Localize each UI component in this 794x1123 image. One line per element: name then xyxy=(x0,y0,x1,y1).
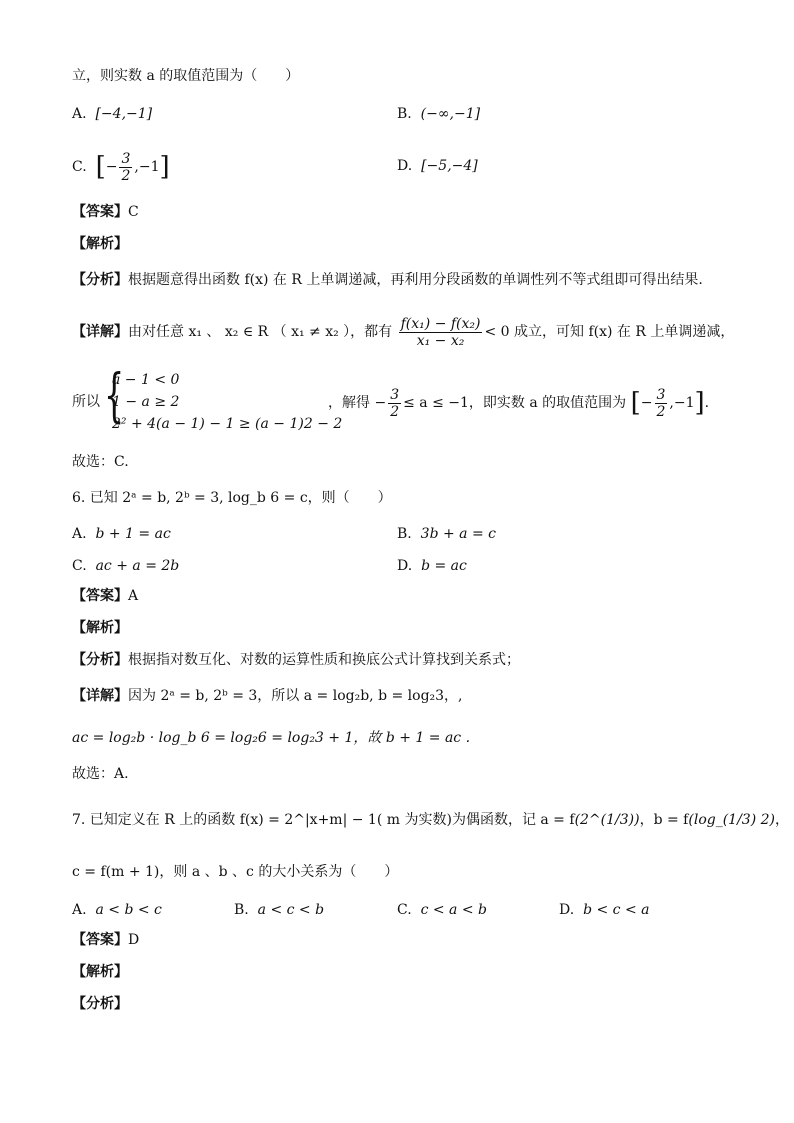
q5-system-row: 2² + 4(a − 1) − 1 ≥ (a − 1)2 − 2 xyxy=(112,416,343,432)
q5-option-b: B. (−∞,−1] xyxy=(397,106,481,122)
q6-derivation: ac = log₂b · log_b 6 = log₂6 = log₂3 + 1，故 b + 1 = ac . xyxy=(72,730,471,746)
q5-suoyi: 所以 xyxy=(72,394,100,410)
q6-option-b: B. 3b + a = c xyxy=(397,526,496,542)
q5-option-c-fraction: $\frac{3}{2}$ xyxy=(121,150,131,184)
q7-fenxi-tag: 【分析】 xyxy=(72,996,128,1012)
q5-solve: ，解得 − $\frac{3}{2}$ ≤ a ≤ −1，即实数 a 的取值范围为 [− $\frac{3}{2}$ ,−1]. xyxy=(328,386,710,420)
q5-solve-fraction: $\frac{3}{2}$ xyxy=(390,386,400,420)
q5-fenxi: 【分析】根据题意得出函数 f(x) 在 R 上单调递减，再利用分段函数的单调性列不等式组即可得出结果. xyxy=(72,272,703,288)
q7-option-a: A. a < b < c xyxy=(72,902,162,918)
q6-option-d: D. b = ac xyxy=(397,558,467,574)
q5-stem-tail: 立，则实数 a 的取值范围为（ ） xyxy=(72,68,300,84)
q5-system-row: 1 − a ≥ 2 xyxy=(112,394,180,410)
q6-guxuan: 故选：A. xyxy=(72,766,129,782)
q5-option-a: A. [−4,−1] xyxy=(72,106,153,122)
q6-xiangjie: 【详解】因为 2ᵃ = b, 2ᵇ = 3，所以 a = log₂b, b = log₂3，, xyxy=(72,688,463,704)
q5-option-c: C. [− $\frac{3}{2}$ ,−1] xyxy=(72,150,170,184)
q5-answer: 【答案】C xyxy=(72,204,139,220)
q5-range-fraction: $\frac{3}{2}$ xyxy=(656,386,666,420)
q7-stem-line2: c = f(m + 1)，则 a 、b 、c 的大小关系为（ ） xyxy=(72,864,399,880)
q6-option-c: C. ac + a = 2b xyxy=(72,558,180,574)
q7-option-d: D. b < c < a xyxy=(559,902,650,918)
q5-option-d: D. [−5,−4] xyxy=(397,158,478,174)
q7-option-b: B. a < c < b xyxy=(234,902,325,918)
q7-answer: 【答案】D xyxy=(72,932,140,948)
q6-analysis-tag: 【解析】 xyxy=(72,620,128,636)
q6-stem: 6. 已知 2ᵃ = b, 2ᵇ = 3, log_b 6 = c，则（ ） xyxy=(72,490,392,506)
q6-fenxi: 【分析】根据指对数互化、对数的运算性质和换底公式计算找到关系式； xyxy=(72,652,520,668)
q7-option-c: C. c < a < b xyxy=(397,902,487,918)
q6-answer: 【答案】A xyxy=(72,588,139,604)
q7-stem-line1: 7. 已知定义在 R 上的函数 f(x) = 2^|x+m| − 1( m 为实数)为偶函数，记 a = f(2^(1/3))，b = f(log_(1/3) 2)， xyxy=(72,812,789,828)
q6-option-a: A. b + 1 = ac xyxy=(72,526,171,542)
q7-analysis-tag: 【解析】 xyxy=(72,964,128,980)
q5-guxuan: 故选：C. xyxy=(72,454,129,470)
q5-inequality-system: { a − 1 < 0 1 − a ≥ 2 2² + 4(a − 1) − 1 ≥ (a − 1)2 − 2 xyxy=(104,361,343,432)
q5-system-row: a − 1 < 0 xyxy=(112,372,180,388)
q5-xiangjie-fraction: $\frac{\text{f(x₁) − f(x₂)}}{\text{x₁ − x₂}}$ xyxy=(400,315,481,349)
q5-analysis-tag: 【解析】 xyxy=(72,236,128,252)
q5-xiangjie: 【详解】由对任意 x₁ 、 x₂ ∈ R （ x₁ ≠ x₂ ），都有 $\frac{\text{f(x₁) − f(x₂)}}{\text{x₁ − x₂}}$ < 0 成立，可知 f(x) 在 R 上单调递减， xyxy=(72,315,735,349)
